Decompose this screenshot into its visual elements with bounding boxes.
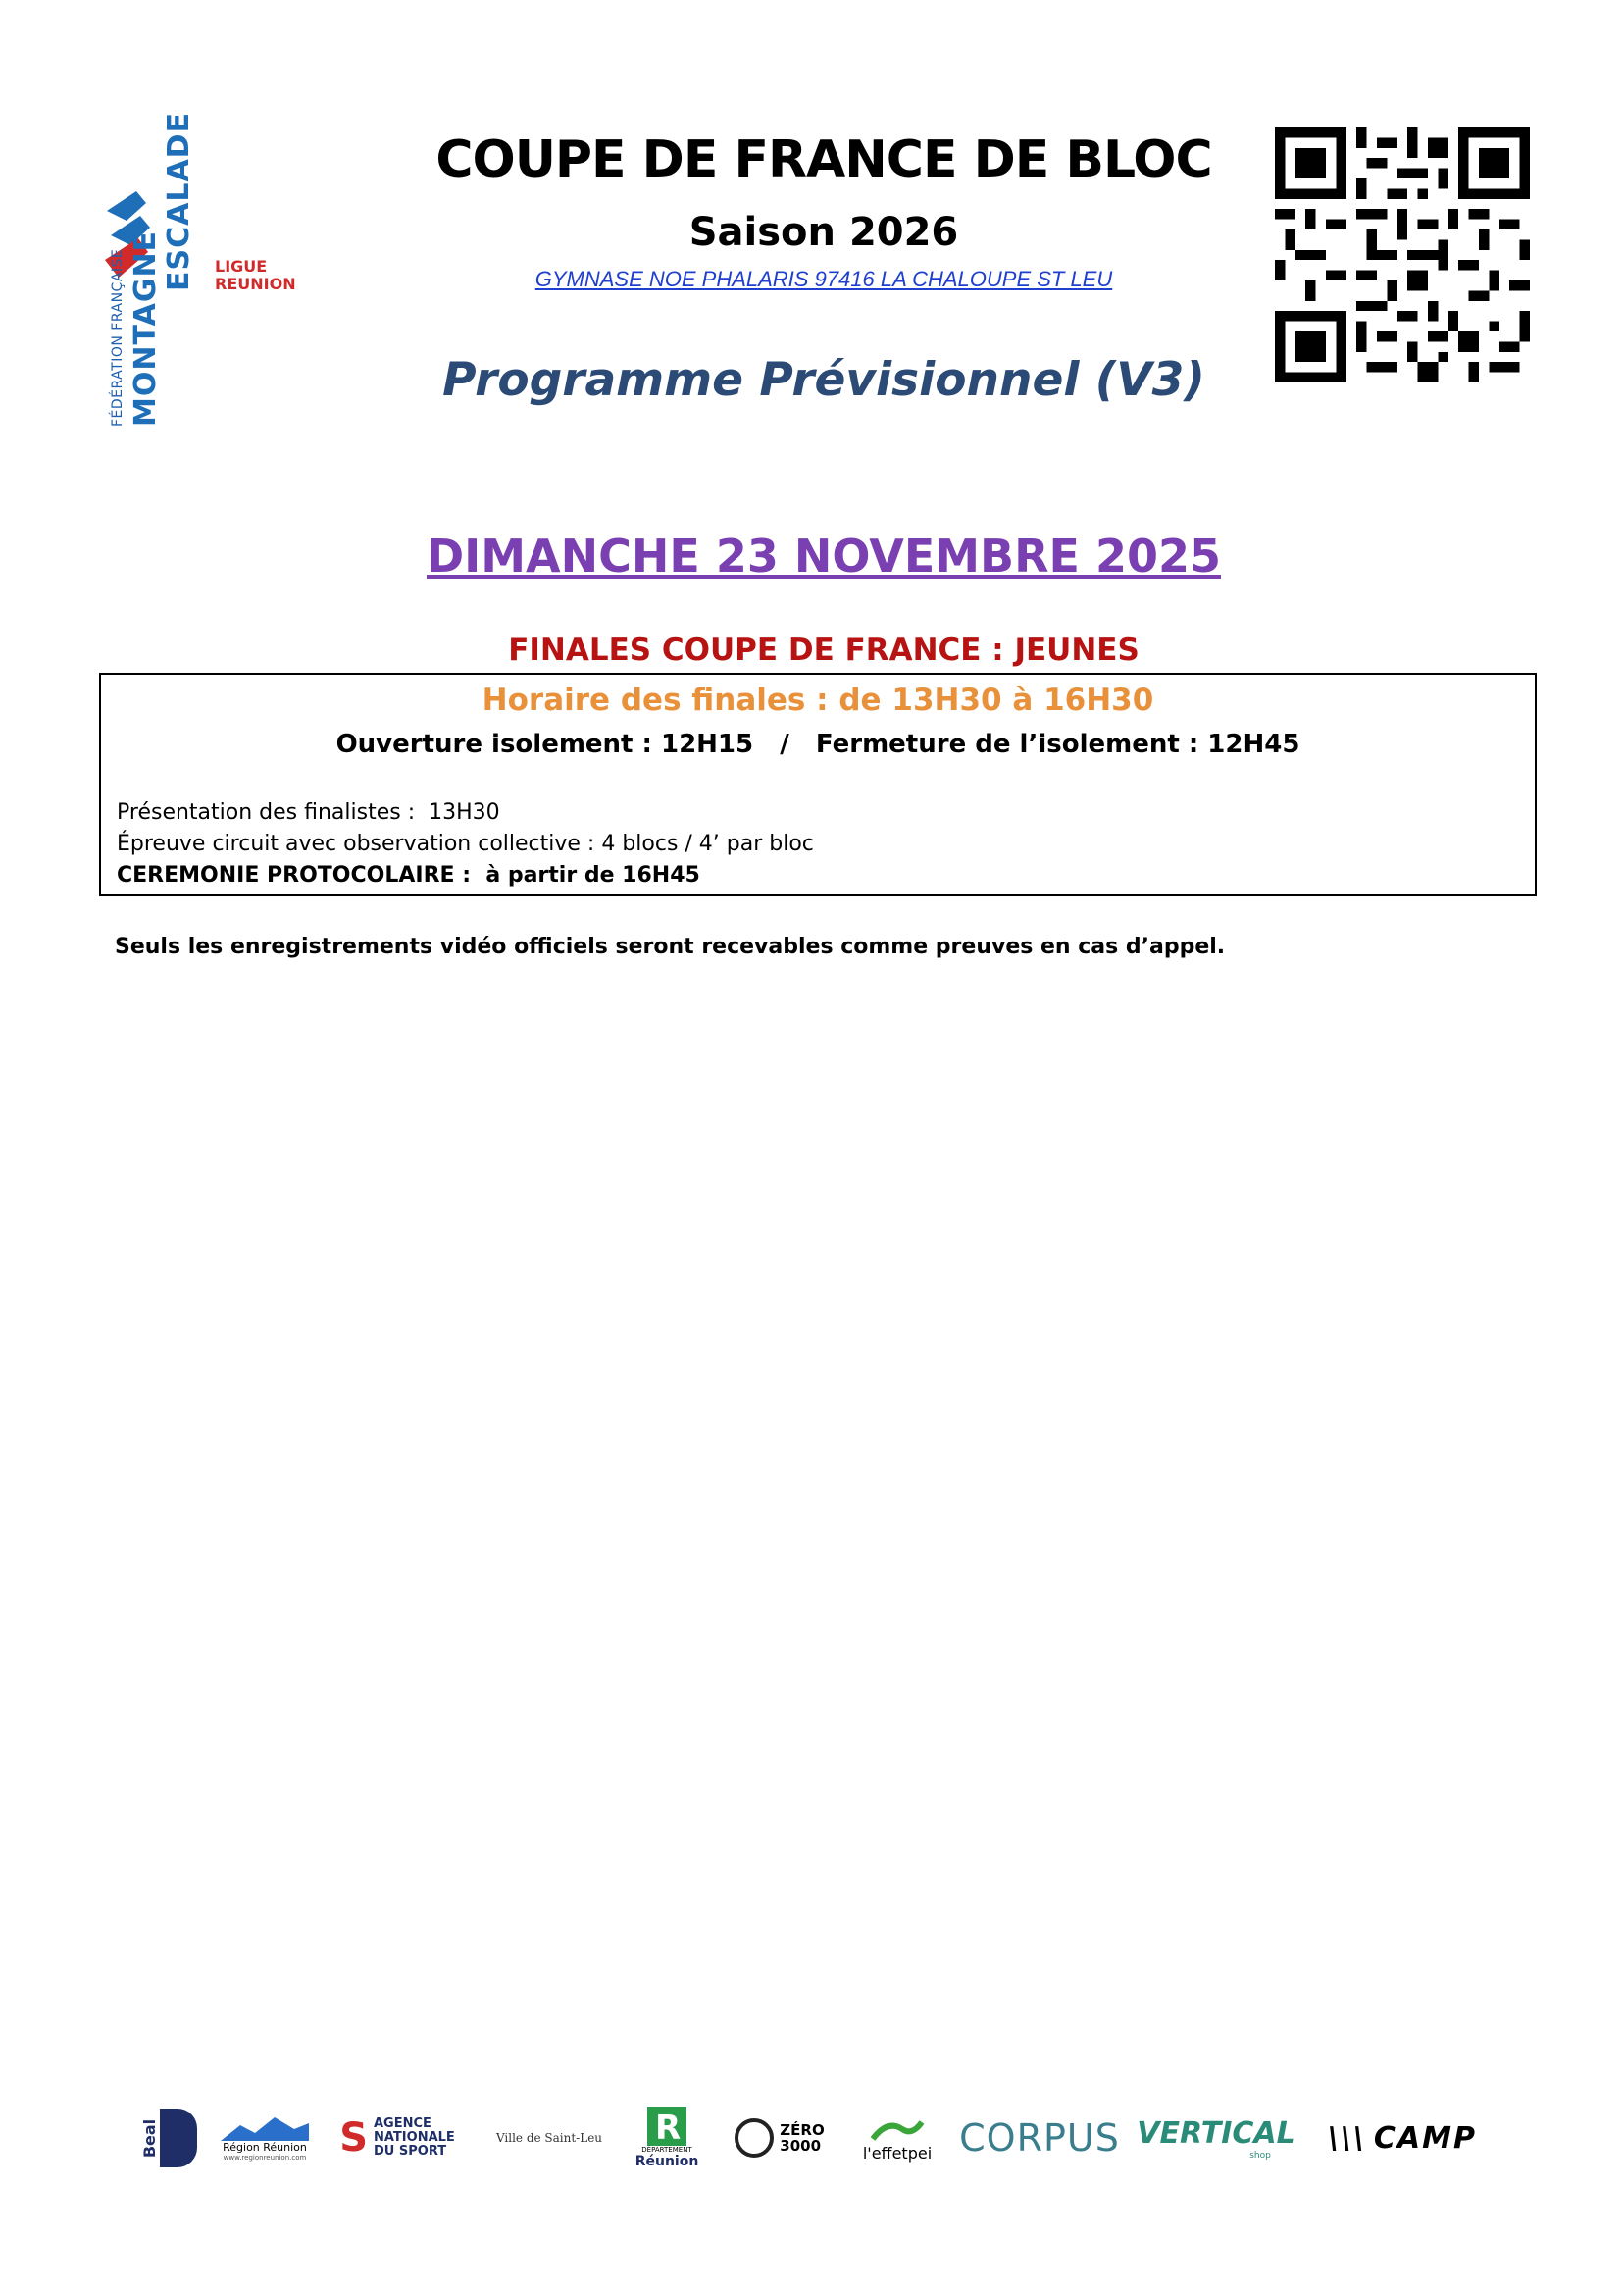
day-title: DIMANCHE 23 NOVEMBRE 2025 bbox=[426, 530, 1221, 583]
logo-escalade-text: ESCALADE bbox=[162, 111, 196, 291]
document-title: COUPE DE FRANCE DE BLOC bbox=[435, 130, 1212, 189]
qr-code-icon[interactable] bbox=[1275, 127, 1530, 382]
logo-ligue-text: LIGUE REUNION bbox=[215, 257, 296, 293]
sponsor-corpus-logo: CORPUS bbox=[959, 2116, 1120, 2160]
presentation-line: Présentation des finalistes : 13H30 bbox=[117, 800, 500, 825]
epreuve-line: Épreuve circuit avec observation collective : 4 blocs / 4’ par bloc bbox=[117, 832, 814, 856]
sponsor-effetpei-logo: l'effetpei bbox=[848, 2089, 946, 2187]
departement-r-icon bbox=[647, 2107, 686, 2146]
sponsor-departement-logo: R DÉPARTEMENT Réunion bbox=[634, 2109, 699, 2169]
sponsor-zero3000-logo: ZÉRO 3000 bbox=[716, 2089, 843, 2187]
sponsor-bar bbox=[137, 2089, 1530, 2187]
gecko-icon bbox=[868, 2114, 927, 2144]
isolation-times: Ouverture isolement : 12H15 / Fermeture de l’isolement : 12H45 bbox=[335, 730, 1300, 759]
appeal-note: Seuls les enregistrements vidéo officiels seront recevables comme preuves en cas d’appel. bbox=[115, 935, 1226, 959]
sponsor-camp-logo: \\\ CAMP bbox=[1328, 2120, 1477, 2156]
logo-montagne-text: MONTAGNE bbox=[128, 229, 163, 427]
region-wave-icon bbox=[221, 2115, 309, 2141]
venue-link[interactable]: GYMNASE NOE PHALARIS 97416 LA CHALOUPE ST LEU bbox=[534, 267, 1113, 291]
finals-heading: FINALES COUPE DE FRANCE : JEUNES bbox=[508, 633, 1140, 668]
sponsor-beal-logo: Beal bbox=[137, 2089, 201, 2187]
finals-hours: Horaire des finales : de 13H30 à 16H30 bbox=[482, 683, 1154, 718]
sponsor-saint-leu-logo: Ville de Saint-Leu bbox=[495, 2131, 603, 2145]
ffme-logo bbox=[93, 83, 296, 436]
sponsor-ans-logo: S AGENCE NATIONALE DU SPORT bbox=[339, 2115, 455, 2161]
programme-heading: Programme Prévisionnel (V3) bbox=[442, 353, 1205, 407]
schedule-box bbox=[99, 673, 1537, 896]
svg-text:R: R bbox=[655, 2109, 682, 2146]
sponsor-vertical-logo: VERTICAL shop bbox=[1137, 2115, 1295, 2161]
sponsor-region-reunion-logo: Région Réunion www.regionreunion.com bbox=[216, 2089, 314, 2187]
ceremonie-line: CEREMONIE PROTOCOLAIRE : à partir de 16H45 bbox=[117, 863, 700, 888]
logo-federation-text: FÉDÉRATION FRANÇAISE bbox=[110, 248, 126, 427]
season-subtitle: Saison 2026 bbox=[688, 210, 959, 255]
